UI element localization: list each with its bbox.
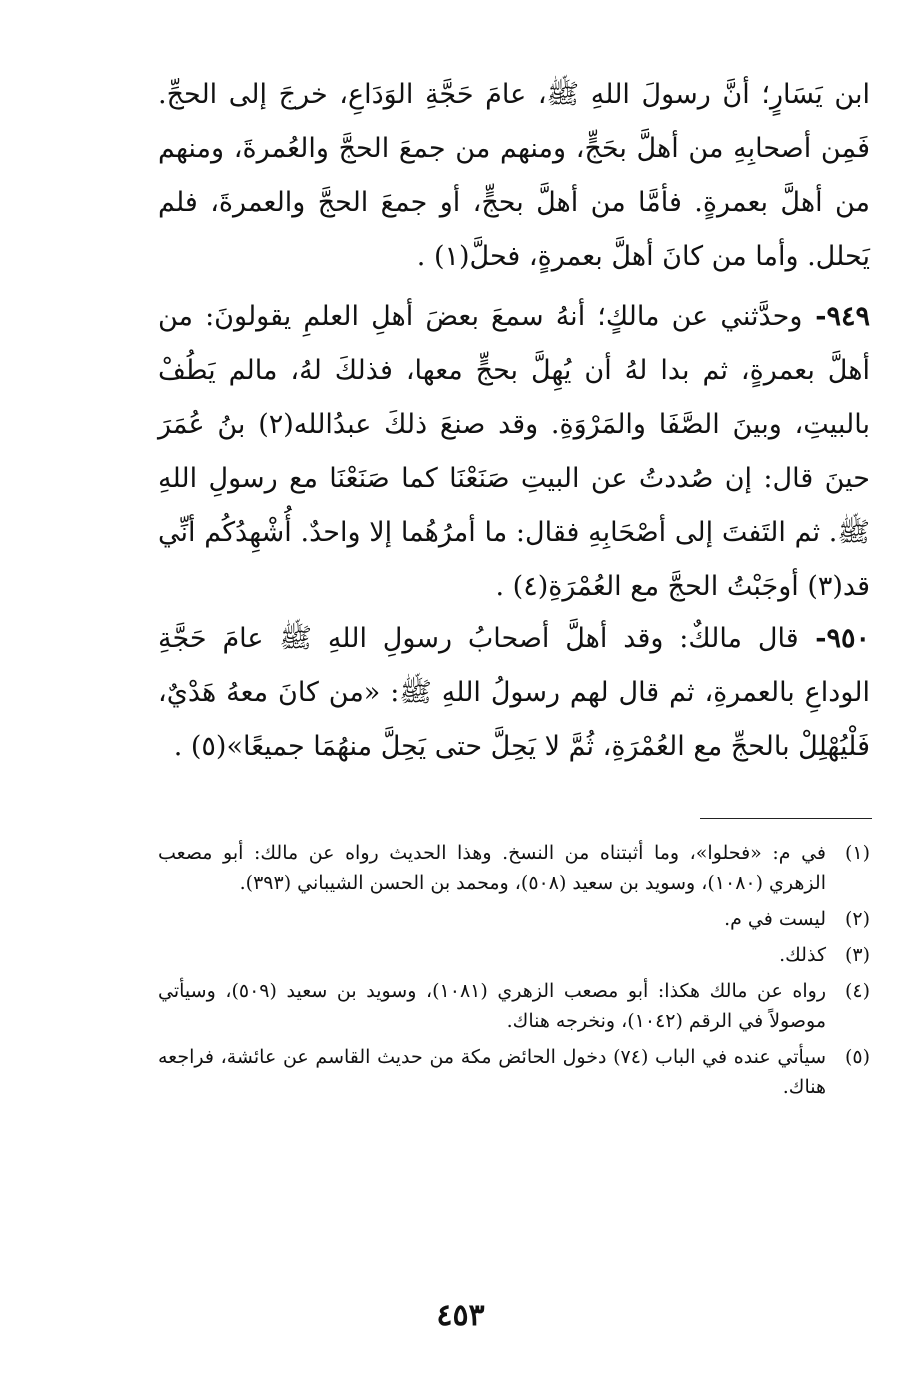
- paragraph-text: وحدَّثني عن مالكٍ؛ أنهُ سمعَ بعضَ أهلِ العلمِ يقولونَ: من أهلَّ بعمرةٍ، ثم بدا لهُ أن يُهِلَّ بحجٍّ معها، فذلكَ لهُ، مالم يَطُفْ بالبيتِ، وبينَ الصَّفَا والمَرْوَةِ. وقد صنعَ ذلكَ عبدُالله(٢) بنُ عُمَرَ حينَ قال: إن صُددتُ عن البيتِ صَنَعْنَا كما صَنَعْنَا مع رسولِ اللهِ ﷺ. ثم التَفتَ إلى أصْحَابِهِ فقال: ما أمرُهُما إلا واحدٌ. أُشْهِدُكُم أنِّي قد(٣) أوجَبْتُ الحجَّ مع العُمْرَةِ(٤) .: [158, 301, 871, 602]
- footnotes: [158, 838, 870, 1108]
- footnote: [158, 940, 870, 970]
- footnote-text: كذلك.: [779, 944, 826, 966]
- footnote-number: (٢): [844, 908, 870, 930]
- footnote: [158, 838, 870, 898]
- footnote-text: رواه عن مالك هكذا: أبو مصعب الزهري (١٠٨١)، وسويد بن سعيد (٥٠٩)، وسيأتي موصولاً في الرقم (١٠٤٢)، ونخرجه هناك.: [158, 980, 826, 1032]
- footnote-number: (٥): [844, 1046, 870, 1068]
- footnote-number: (١): [844, 842, 870, 864]
- footnote-number: (٣): [844, 944, 870, 966]
- paragraph-text: قال مالكٌ: وقد أهلَّ أصحابُ رسولِ اللهِ ﷺ عامَ حَجَّةِ الوداعِ بالعمرةِ، ثم قال لهم رسولُ اللهِ ﷺ: «من كانَ معهُ هَدْيٌ، فَلْيُهْلِلْ بالحجِّ مع العُمْرَةِ، ثُمَّ لا يَحِلَّ حتى يَحِلَّ منهُمَا جميعًا»(٥) .: [158, 623, 870, 762]
- paragraph-text: ابن يَسَارٍ؛ أنَّ رسولَ اللهِ ﷺ، عامَ حَجَّةِ الوَدَاعِ، خرجَ إلى الحجِّ. فَمِن أصحابِهِ من أهلَّ بحَجٍّ، ومنهم من جمعَ الحجَّ والعُمرةَ، ومنهم من أهلَّ بعمرةٍ. فأمَّا من أهلَّ بحجٍّ، أو جمعَ الحجَّ والعمرةَ، فلم يَحلل. وأما من كانَ أهلَّ بعمرةٍ، فحلَّ(١) .: [158, 79, 870, 272]
- footnote-separator: [700, 818, 872, 819]
- page-number: ٤٥٣: [436, 1298, 485, 1333]
- paragraph-950: [158, 612, 870, 774]
- paragraph-949: [158, 290, 870, 614]
- footnote-number: (٤): [844, 980, 870, 1002]
- footnote: [158, 1042, 870, 1102]
- paragraph-number: ٩٤٩-: [802, 301, 870, 332]
- paragraph-continuation: [158, 68, 870, 284]
- footnote-text: سيأتي عنده في الباب (٧٤) دخول الحائض مكة من حديث القاسم عن عائشة، فراجعه هناك.: [158, 1046, 826, 1098]
- footnote: [158, 904, 870, 934]
- paragraph-number: ٩٥٠-: [798, 623, 870, 654]
- footnote: [158, 976, 870, 1036]
- footnote-text: في م: «فحلوا»، وما أثبتناه من النسخ. وهذا الحديث رواه عن مالك: أبو مصعب الزهري (١٠٨٠)، وسويد بن سعيد (٥٠٨)، ومحمد بن الحسن الشيباني (٣٩٣).: [158, 842, 826, 894]
- footnote-text: ليست في م.: [724, 908, 826, 930]
